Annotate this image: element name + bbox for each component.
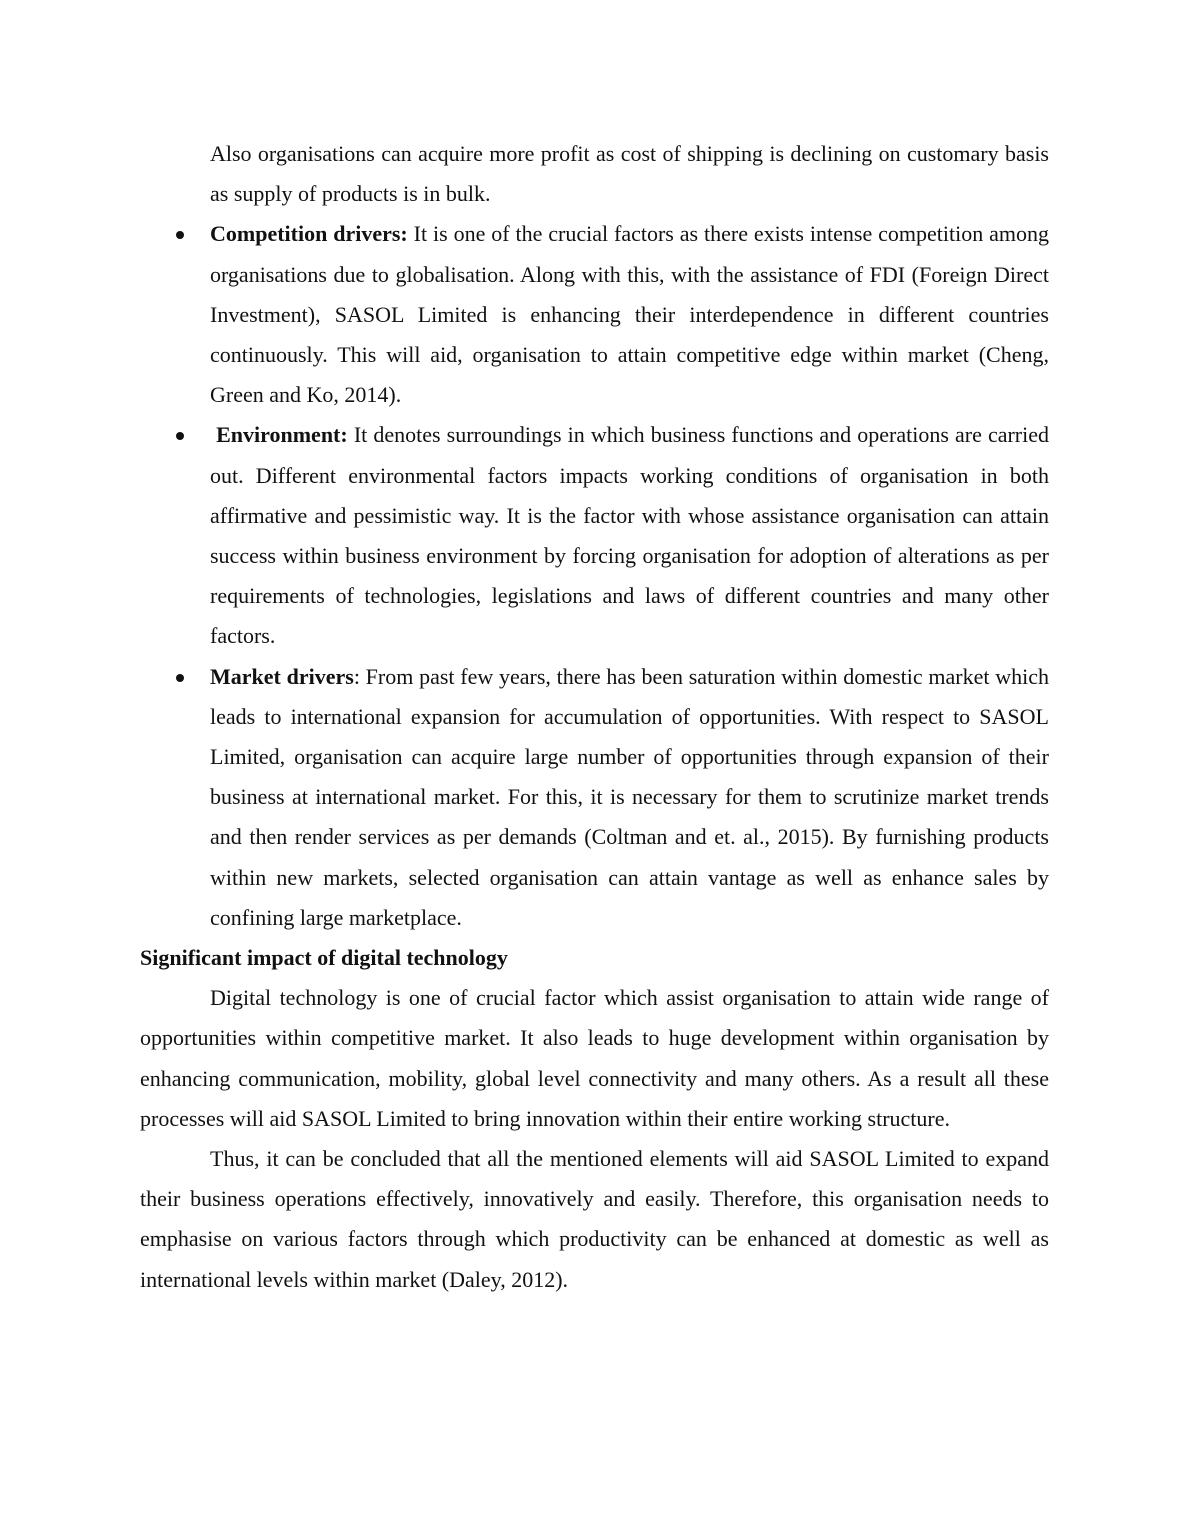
bullet-icon xyxy=(176,432,184,440)
bullet-item-market-drivers xyxy=(140,657,1049,938)
continuation-paragraph: Also organisations can acquire more profit as cost of shipping is declining on customary basis as supply of products is in bulk. xyxy=(210,141,1049,207)
bullet-label: Environment: xyxy=(210,422,348,448)
bullet-label: Market drivers xyxy=(210,663,354,689)
conclusion-paragraph: Thus, it can be concluded that all the mentioned elements will aid SASOL Limited to expand their business operations effectively, innovatively and easily. Therefore, this organisation needs to emphasise on various factors through which productivity can be enhanced at domestic as well as international levels within market (Daley, 2012). xyxy=(140,1146,1049,1292)
bullet-text: : From past few years, there has been saturation within domestic market which leads to international expansion for accumulation of opportunities. With respect to SASOL Limited, organisation can acquire large number of opportunities through expansion of their business at international market. For this, it is necessary for them to scrutinize market trends and then render services as per demands (Coltman and et. al., 2015). By furnishing products within new markets, selected organisation can attain vantage as well as enhance sales by confining large marketplace. xyxy=(210,663,1049,930)
bullet-icon xyxy=(176,231,184,239)
bullet-item-competition-drivers xyxy=(140,214,1049,415)
section-heading: Significant impact of digital technology xyxy=(140,945,508,971)
body-paragraph: Digital technology is one of crucial factor which assist organisation to attain wide range of opportunities within competitive market. It also leads to huge development within organisation by enhancing communication, mobility, global level connectivity and many others. As a result all these processes will aid SASOL Limited to bring innovation within their entire working structure. xyxy=(140,985,1049,1131)
bullet-icon xyxy=(176,674,184,682)
bullet-text: It denotes surroundings in which business functions and operations are carried out. Different environmental factors impacts working conditions of organisation in both affirmative and pessimistic way. It is the factor with whose assistance organisation can attain success within business environment by forcing organisation for adoption of alterations as per requirements of technologies, legislations and laws of different countries and many other factors. xyxy=(210,422,1050,649)
document-page xyxy=(140,134,1049,1300)
bullet-text: It is one of the crucial factors as there exists intense competition among organisations due to globalisation. Along with this, with the assistance of FDI (Foreign Direct Investment), SASOL Limited is enhancing their interdependence in different countries continuously. This will aid, organisation to attain competitive edge within market (Cheng, Green and Ko, 2014). xyxy=(210,221,1049,408)
bullet-label: Competition drivers: xyxy=(210,221,408,247)
bullet-item-environment xyxy=(140,415,1049,656)
